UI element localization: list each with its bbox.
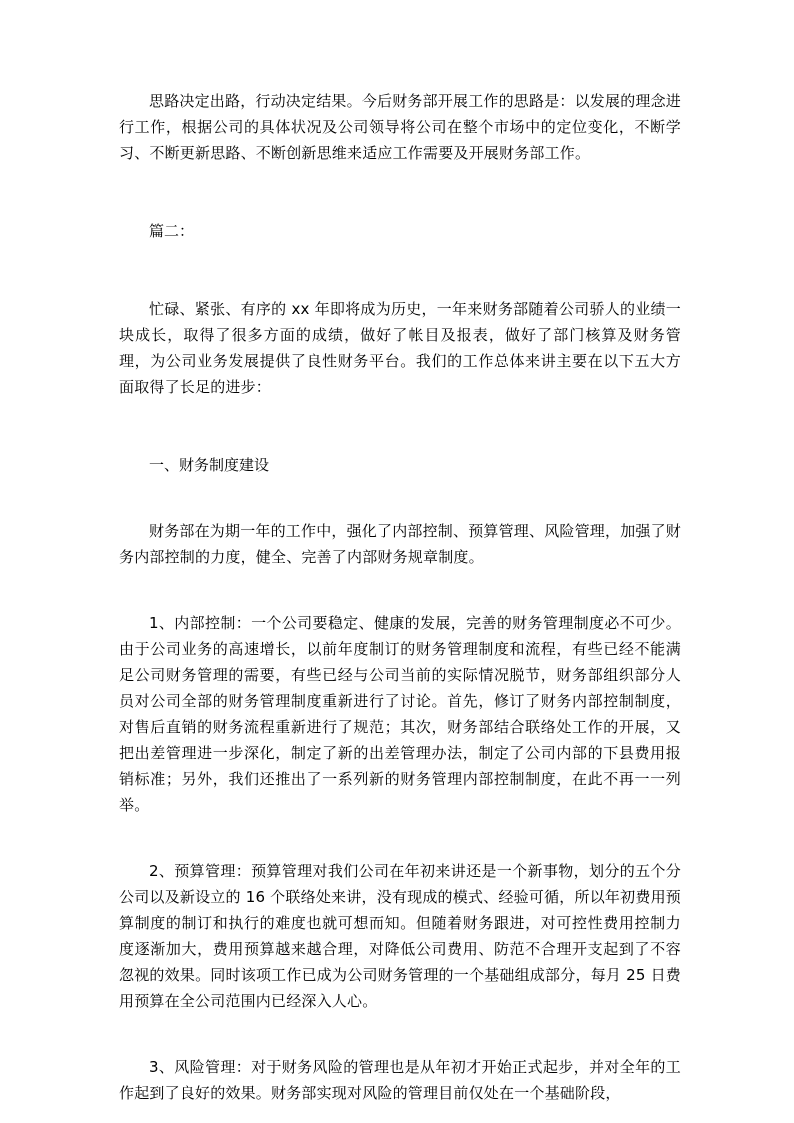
paragraph-year-summary: 忙碌、紧张、有序的 xx 年即将成为历史，一年来财务部随着公司骄人的业绩一块成长，取得了很多方面的成绩，做好了帐目及报表，做好了部门核算及财务管理，为公司业务发展提供了良性财务平台。我们的工作总体来讲主要在以下五大方面取得了长足的进步： bbox=[119, 300, 681, 396]
paragraph-risk-management: 3、风险管理：对于财务风险的管理也是从年初才开始正式起步，并对全年的工作起到了良好的效果。财务部实现对风险的管理目前仅处在一个基础阶段， bbox=[119, 1058, 681, 1102]
paragraph-thinking: 思路决定出路，行动决定结果。今后财务部开展工作的思路是：以发展的理念进行工作，根据公司的具体状况及公司领导将公司在整个市场中的定位变化，不断学习、不断更新思路、不断创新思维来适应工作需要及开展财务部工作。 bbox=[119, 92, 682, 162]
heading-finance-system: 一、财务制度建设 bbox=[149, 456, 270, 474]
paragraph-finance-system: 财务部在为期一年的工作中，强化了内部控制、预算管理、风险管理，加强了财务内部控制的力度，健全、完善了内部财务规章制度。 bbox=[119, 522, 682, 566]
paragraph-budget-management: 2、预算管理：预算管理对我们公司在年初来讲还是一个新事物，划分的五个分公司以及新设立的 16 个联络处来讲，没有现成的模式、经验可循，所以年初费用预算制度的制订和执行的难度也就可想而知。但随着财务跟进，对可控性费用控制力度逐渐加大，费用预算越来越合理，对降低公司费用、防范不合理开支起到了不容忽视的效果。同时该项工作已成为公司财务管理的一个基础组成部分，每月 25 日费用预算在全公司范围内已经深入人心。 bbox=[119, 862, 681, 1010]
paragraph-internal-control: 1、内部控制：一个公司要稳定、健康的发展，完善的财务管理制度必不可少。由于公司业务的高速增长，以前年度制订的财务管理制度和流程，有些已经不能满足公司财务管理的需要，有些已经与公司当前的实际情况脱节，财务部组织部分人员对公司全部的财务管理制度重新进行了讨论。首先，修订了财务内部控制制度，对售后直销的财务流程重新进行了规范；其次，财务部结合联络处工作的开展，又把出差管理进一步深化，制定了新的出差管理办法，制定了公司内部的下县费用报销标准；另外，我们还推出了一系列新的财务管理内部控制制度，在此不再一一列举。 bbox=[119, 614, 681, 814]
heading-part-two: 篇二： bbox=[149, 222, 195, 240]
document-page bbox=[119, 88, 681, 1106]
